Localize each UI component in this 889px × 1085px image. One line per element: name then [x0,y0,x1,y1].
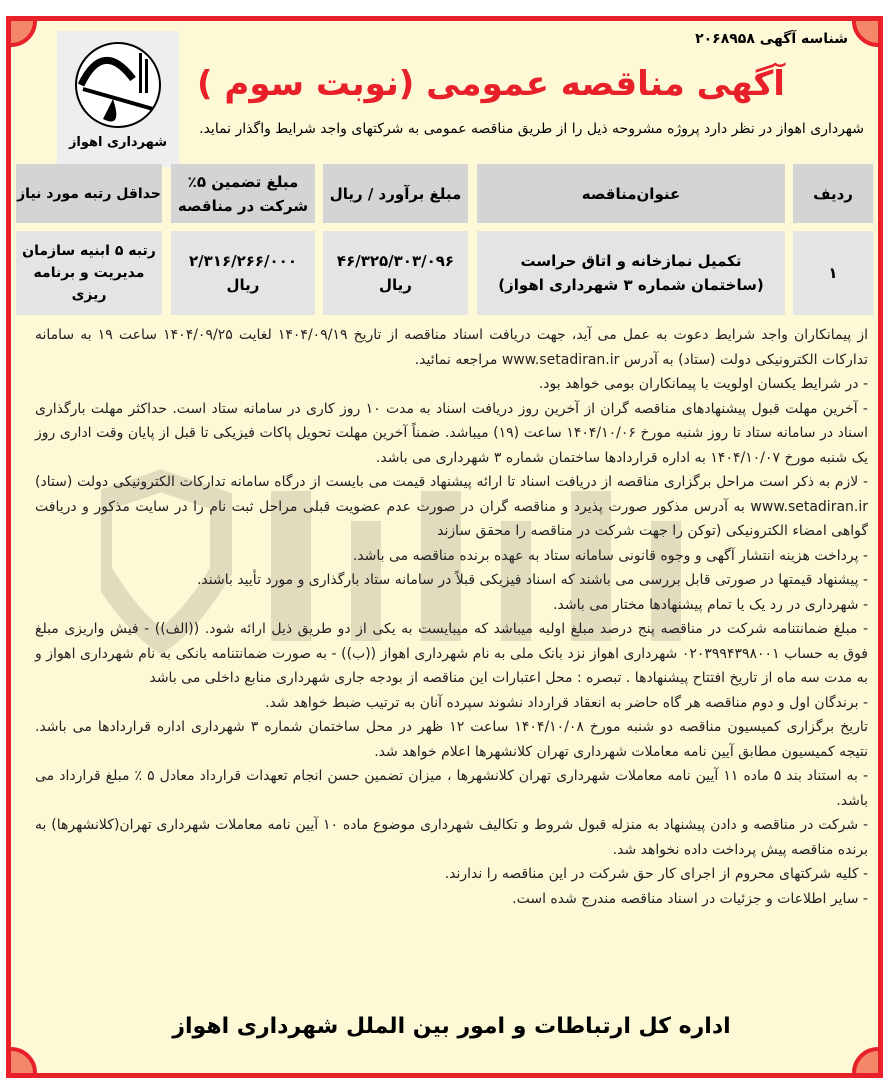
header-min-rank: حداقل رتبه مورد نیاز [16,164,162,223]
logo-text: شهرداری اهواز [68,135,168,150]
cell-min-rank: رتبه ۵ ابنیه سازمان مدیریت و برنامه ریزی [16,231,162,315]
header-row-number: ردیف [793,164,873,223]
corner-ornament [852,16,883,47]
lower-section [35,323,868,1067]
cell-estimate: ۴۶/۳۲۵/۳۰۳/۰۹۶ ریال [323,231,468,315]
paragraph: - به استناد بند ۵ ماده ۱۱ آیین نامه معاملات شهرداری تهران کلانشهرها ، میزان تضمین حسن انجام تعهدات قرارداد معادل ۵ ٪ مبلغ قرارداد می باشد. [35,768,869,809]
ad-frame [6,16,883,1078]
paragraph: - برندگان اول و دوم مناقصه هر گاه حاضر به انعقاد قرارداد نشوند سپرده آنان به ترتیب ضبط خواهد شد. [265,694,868,711]
conditions-text [35,323,868,911]
header-guarantee: مبلغ تضمین ۵٪ شرکت در مناقصه [171,164,315,223]
municipality-logo [57,31,179,167]
ad-id: شناسه آگهی ۲۰۶۸۹۵۸ [695,31,848,47]
header-estimate: مبلغ برآورد / ریال [323,164,468,223]
paragraph: - شهرداری در رد یک یا تمام پیشنهادها مختار می باشد. [553,596,868,613]
cell-row-number: ۱ [793,231,873,315]
paragraph: - پیشنهاد قیمتها در صورتی قابل بررسی می باشند که اسناد فیزیکی قبلاً در سامانه ستاد بارگذاری و مورد تأیید باشند. [196,572,868,588]
paragraph: - سایر اطلاعات و جزئیات در اسناد مناقصه مندرج شده است. [512,890,868,907]
paragraph: - پرداخت هزینه انتشار آگهی و وجوه قانونی سامانه ستاد به عهده برنده مناقصه می باشد. [352,547,868,564]
paragraph: تاریخ برگزاری کمیسیون مناقصه دو شنبه مورخ ۱۴۰۴/۱۰/۰۸ ساعت ۱۲ ظهر در محل ساختمان شماره ۳ شهرداری اداره قراردادها می باشد. نتیجه کمیسیون مطابق آیین نامه معاملات شهرداری تهران کلانشهرها اعلام خواهد شد. [35,719,869,760]
corner-ornament [6,16,37,47]
bridge-logo-icon [73,39,163,131]
cell-tender-title: تکمیل نمازخانه و اتاق حراست (ساختمان شماره ۳ شهرداری اهواز) [477,231,785,315]
header-tender-title: عنوان‌مناقصه [477,164,785,223]
paragraph: از پیمانکاران واجد شرایط دعوت به عمل می آید، جهت دریافت اسناد مناقصه از تاریخ ۱۴۰۴/۰۹/۱۹ لغایت ۱۴۰۴/۰۹/۲۵ ساعت ۱۹ به سامانه تدارکات الکترونیکی دولت (ستاد) به آدرس www.setadiran.ir مراجعه نمائید. [35,327,869,368]
footer-signature: اداره کل ارتباطات و امور بین الملل شهرداری اهواز [172,1014,731,1039]
paragraph: - آخرین مهلت قبول پیشنهادهای مناقصه گران از آخرین روز دریافت اسناد به مدت ۱۰ روز کاری در سامانه ستاد است. حداکثر مهلت بارگذاری اسناد در سامانه ستاد تا روز شنبه مورخ ۱۴۰۴/۱۰/۰۶ ساعت (۱۹) میباشد. ضمناً آخرین مهلت تحویل پاکات فیزیکی تا قبل از پایان وقت اداری روز یک شنبه مورخ ۱۴۰۴/۱۰/۰۷ به اداره قراردادها ساختمان شماره ۳ شهرداری می باشد. [35,400,868,466]
cell-guarantee: ۲/۳۱۶/۲۶۶/۰۰۰ ریال [171,231,315,315]
paragraph: - شرکت در مناقصه و دادن پیشنهاد به منزله قبول شروط و تکالیف شهرداری موضوع ماده ۱۰ آیین نامه معاملات شهرداری تهران(کلانشهرها) به برنده مناقصه پیش پرداخت داده نخواهد شد. [35,817,868,858]
page-title: آگهی مناقصه عمومی (نوبت سوم ) [197,64,785,104]
corner-ornament [6,1047,37,1078]
paragraph: - لازم به ذکر است مراحل برگزاری مناقصه از دریافت اسناد تا ارائه پیشنهاد قیمت می بایست از درگاه سامانه تدارکات الکترونیکی دولت (ستاد) www.setadiran.ir به آدرس مذکور صورت پذیرد و مناقصه گران در صورت عدم عضویت قبلی مراحل ثبت نام را در سایت مذکور و دریافت گواهی امضاء الکترونیکی (توکن را جهت شرکت در مناقصه را محقق سازند [35,474,868,539]
paragraph: - مبلغ ضمانتنامه شرکت در مناقصه پنج درصد مبلغ اولیه میباشد که میبایست به یکی از دو طریق ذیل ارائه شود. ((الف)) - فیش واریزی مبلغ فوق به حساب ۰۲۰۳۹۹۴۳۹۸۰۰۱ شهرداری اهواز نزد بانک ملی به نام شهرداری اهواز ((ب)) - به صورت ضمانتنامه بانکی به نام شهرداری اهواز و به مدت سه ماه از تاریخ افتتاح پیشنهادها . تبصره : محل اعتبارات این مناقصه از بودجه جاری شهرداری منابع داخلی می باشد [35,621,868,686]
paragraph: - در شرایط یکسان اولویت با پیمانکاران بومی خواهد بود. [538,376,868,392]
intro-text: شهرداری اهواز در نظر دارد پروژه مشروحه ذیل را از طریق مناقصه عمومی به شرکتهای واجد شرایط واگذار نماید. [199,121,864,137]
paragraph: - کلیه شرکتهای محروم از اجرای کار حق شرکت در این مناقصه را ندارند. [444,866,868,882]
